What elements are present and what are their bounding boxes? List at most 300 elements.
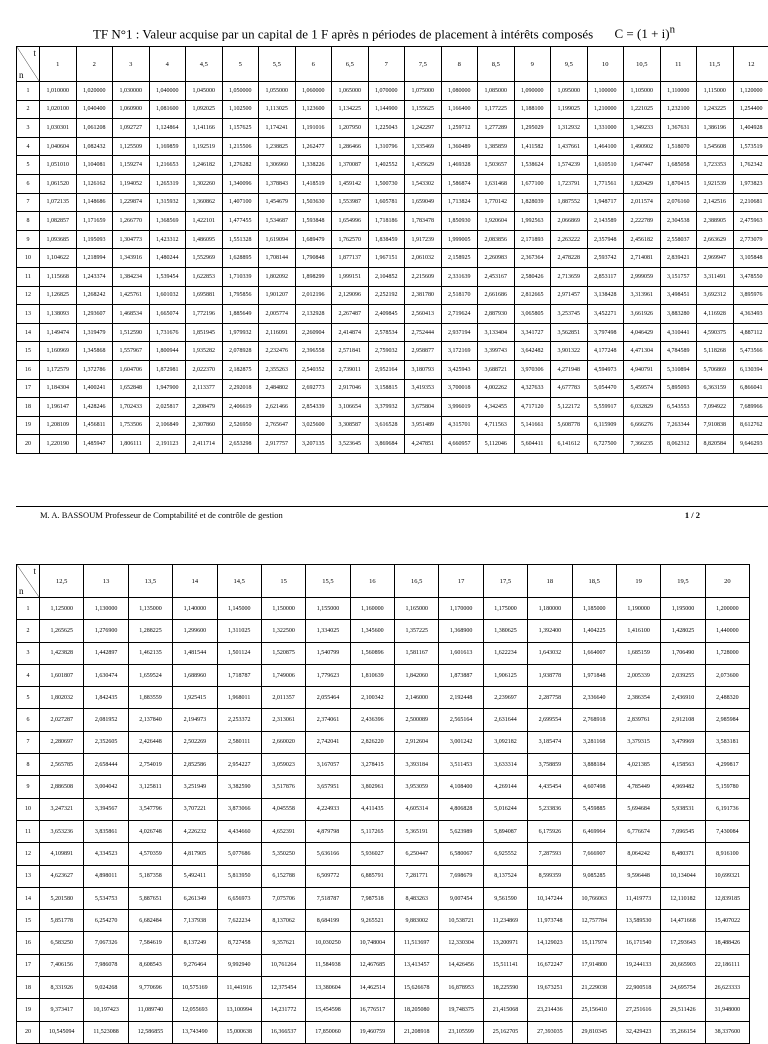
value-cell: 18,225590	[483, 977, 527, 999]
value-cell: 2,773079	[733, 230, 768, 249]
value-cell: 5,112046	[478, 435, 515, 454]
value-cell: 1,771561	[587, 174, 624, 193]
value-cell: 1,306960	[259, 156, 296, 175]
value-cell: 1,643032	[528, 642, 572, 664]
value-cell: 1,486095	[186, 230, 223, 249]
title-text: TF N°1 : Valeur acquise par un capital de 1 F après n périodes de placement à intérêts composés	[93, 26, 593, 41]
value-cell: 1,343916	[113, 249, 150, 268]
rate-header-cell: 9,5	[551, 47, 588, 82]
value-cell: 3,835861	[84, 820, 128, 842]
value-cell: 1,338226	[295, 156, 332, 175]
period-cell: 4	[17, 664, 40, 686]
rate-header-cell: 19,5	[661, 565, 705, 598]
value-cell: 2,653298	[222, 435, 259, 454]
value-cell: 1,481544	[173, 642, 217, 664]
value-cell: 2,500089	[395, 709, 439, 731]
value-cell: 2,661686	[478, 286, 515, 305]
value-cell: 5,534753	[84, 887, 128, 909]
value-cell: 1,345868	[76, 342, 113, 361]
value-cell: 1,100000	[587, 82, 624, 101]
value-cell: 1,851945	[186, 323, 223, 342]
period-cell: 15	[17, 910, 40, 932]
value-cell: 1,885649	[222, 305, 259, 324]
value-cell: 2,484802	[259, 379, 296, 398]
rate-header-cell: 18	[528, 565, 572, 598]
value-cell: 1,380625	[483, 620, 527, 642]
value-cell: 14,129023	[528, 932, 572, 954]
value-cell: 1,654996	[332, 212, 369, 231]
value-cell: 3,895976	[733, 286, 768, 305]
value-cell: 11,441916	[217, 977, 261, 999]
value-cell: 12,110182	[661, 887, 705, 909]
value-cell: 1,872981	[149, 360, 186, 379]
value-cell: 1,586874	[441, 174, 478, 193]
value-cell: 1,368900	[439, 620, 483, 642]
value-cell: 1,702433	[113, 398, 150, 417]
value-cell: 5,201580	[40, 887, 84, 909]
value-cell: 1,185000	[572, 598, 616, 620]
value-cell: 1,551328	[222, 230, 259, 249]
value-cell: 1,665074	[149, 305, 186, 324]
value-cell: 1,115668	[40, 267, 77, 286]
value-cell: 12,330304	[439, 932, 483, 954]
value-cell: 1,622234	[483, 642, 527, 664]
period-cell: 14	[17, 323, 40, 342]
value-cell: 2,192448	[439, 687, 483, 709]
value-cell: 2,239697	[483, 687, 527, 709]
value-cell: 3,253745	[551, 305, 588, 324]
value-cell: 11,513697	[395, 932, 439, 954]
value-cell: 3,425943	[441, 360, 478, 379]
rate-header-cell: 16,5	[395, 565, 439, 598]
value-cell: 1,134225	[332, 100, 369, 119]
period-cell: 10	[17, 249, 40, 268]
value-cell: 4,116928	[697, 305, 734, 324]
value-cell: 5,706869	[697, 360, 734, 379]
period-cell: 14	[17, 887, 40, 909]
formula-text: C = (1 + i)	[614, 26, 669, 41]
value-cell: 3,313961	[624, 286, 661, 305]
value-cell: 1,947900	[149, 379, 186, 398]
period-cell: 5	[17, 687, 40, 709]
value-cell: 2,396558	[295, 342, 332, 361]
rate-header-cell: 1	[40, 47, 77, 82]
value-cell: 3,478550	[733, 267, 768, 286]
rate-header-cell: 10	[587, 47, 624, 82]
value-cell: 2,478228	[551, 249, 588, 268]
rate-header-cell: 12	[733, 47, 768, 82]
value-cell: 4,334523	[84, 843, 128, 865]
value-cell: 2,917046	[332, 379, 369, 398]
value-cell: 3,180793	[405, 360, 442, 379]
value-cell: 1,225043	[368, 119, 405, 138]
page-title	[0, 24, 768, 42]
value-cell: 1,539454	[149, 267, 186, 286]
rate-header-cell: 14,5	[217, 565, 261, 598]
value-cell: 2,456182	[624, 230, 661, 249]
value-cell: 1,500730	[368, 174, 405, 193]
table-row	[17, 887, 750, 909]
value-cell: 1,838459	[368, 230, 405, 249]
value-cell: 1,938778	[528, 664, 572, 686]
value-cell: 1,075000	[405, 82, 442, 101]
value-cell: 6,885791	[350, 865, 394, 887]
value-cell: 8,483263	[395, 887, 439, 909]
period-cell: 16	[17, 932, 40, 954]
value-cell: 2,999059	[624, 267, 661, 286]
value-cell: 5,054470	[587, 379, 624, 398]
value-cell: 21,208918	[395, 1021, 439, 1043]
value-cell: 2,765647	[259, 416, 296, 435]
value-cell: 1,194052	[113, 174, 150, 193]
value-cell: 2,742041	[306, 731, 350, 753]
value-cell: 4,605314	[395, 798, 439, 820]
value-cell: 11,973748	[528, 910, 572, 932]
value-cell: 1,254400	[733, 100, 768, 119]
value-cell: 1,160000	[350, 598, 394, 620]
value-cell: 14,426456	[439, 954, 483, 976]
value-cell: 1,040400	[76, 100, 113, 119]
value-cell: 2,887930	[478, 305, 515, 324]
value-cell: 2,853117	[587, 267, 624, 286]
corner-cell	[17, 565, 40, 598]
value-cell: 1,437661	[551, 137, 588, 156]
value-cell: 1,360489	[441, 137, 478, 156]
rate-header-cell: 8,5	[478, 47, 515, 82]
value-cell: 1,999151	[332, 267, 369, 286]
value-cell: 8,137524	[483, 865, 527, 887]
value-cell: 18,205080	[395, 999, 439, 1021]
value-cell: 2,631644	[483, 709, 527, 731]
value-cell: 3,092182	[483, 731, 527, 753]
value-cell: 12,757784	[572, 910, 616, 932]
table-row	[17, 977, 750, 999]
value-cell: 5,365191	[395, 820, 439, 842]
value-cell: 1,659524	[128, 664, 172, 686]
value-cell: 2,937194	[441, 323, 478, 342]
value-cell: 4,711563	[478, 416, 515, 435]
rate-header-cell: 17,5	[483, 565, 527, 598]
value-cell: 2,005774	[259, 305, 296, 324]
value-cell: 7,622234	[217, 910, 261, 932]
value-cell: 2,280697	[40, 731, 84, 753]
value-cell: 6,682484	[128, 910, 172, 932]
value-cell: 1,828039	[514, 193, 551, 212]
value-cell: 10,748004	[350, 932, 394, 954]
table-row	[17, 664, 750, 686]
value-cell: 12,375454	[261, 977, 305, 999]
value-cell: 1,195093	[76, 230, 113, 249]
value-cell: 1,967151	[368, 249, 405, 268]
value-cell: 4,315701	[441, 416, 478, 435]
value-cell: 1,647447	[624, 156, 661, 175]
rate-table-2	[16, 564, 750, 1044]
value-cell: 1,125000	[40, 598, 84, 620]
value-cell: 5,636166	[306, 843, 350, 865]
value-cell: 1,631468	[478, 174, 515, 193]
value-cell: 2,488320	[705, 687, 749, 709]
value-cell: 1,378843	[259, 174, 296, 193]
value-cell: 3,797498	[587, 323, 624, 342]
value-cell: 1,477455	[222, 212, 259, 231]
value-cell: 7,584619	[128, 932, 172, 954]
value-cell: 1,935282	[186, 342, 223, 361]
value-cell: 1,883559	[128, 687, 172, 709]
value-cell: 1,921539	[697, 174, 734, 193]
value-cell: 8,612762	[733, 416, 768, 435]
value-cell: 2,518170	[441, 286, 478, 305]
corner-rate-label: t	[33, 566, 36, 576]
table-row	[17, 754, 750, 776]
value-cell: 2,381780	[405, 286, 442, 305]
value-cell: 1,790848	[295, 249, 332, 268]
value-cell: 3,642482	[514, 342, 551, 361]
value-cell: 1,423312	[149, 230, 186, 249]
value-cell: 25,156410	[572, 999, 616, 1021]
value-cell: 3,001242	[439, 731, 483, 753]
value-cell: 2,083856	[478, 230, 515, 249]
table-row	[17, 137, 768, 156]
corner-period-label: n	[19, 70, 24, 80]
table-row	[17, 416, 768, 435]
value-cell: 1,619094	[259, 230, 296, 249]
value-cell: 32,429423	[616, 1021, 660, 1043]
value-cell: 7,366235	[624, 435, 661, 454]
value-cell: 4,785449	[616, 776, 660, 798]
value-cell: 2,436910	[661, 687, 705, 709]
value-cell: 1,779623	[306, 664, 350, 686]
value-cell: 2,076160	[660, 193, 697, 212]
value-cell: 1,468534	[113, 305, 150, 324]
value-cell: 5,938531	[661, 798, 705, 820]
value-cell: 2,191123	[149, 435, 186, 454]
value-cell: 1,440000	[705, 620, 749, 642]
value-cell: 6,776674	[616, 820, 660, 842]
value-cell: 1,148686	[76, 193, 113, 212]
value-cell: 4,607498	[572, 776, 616, 798]
value-cell: 11,419773	[616, 887, 660, 909]
value-cell: 2,116091	[259, 323, 296, 342]
value-cell: 2,580111	[217, 731, 261, 753]
value-cell: 3,511453	[439, 754, 483, 776]
value-cell: 3,207135	[295, 435, 332, 454]
value-cell: 2,386354	[616, 687, 660, 709]
page-footer	[40, 510, 748, 520]
value-cell: 1,335469	[405, 137, 442, 156]
value-cell: 8,137062	[261, 910, 305, 932]
value-cell: 9,265521	[350, 910, 394, 932]
value-cell: 3,341727	[514, 323, 551, 342]
value-cell: 1,723353	[697, 156, 734, 175]
value-cell: 5,459574	[624, 379, 661, 398]
value-cell: 1,543302	[405, 174, 442, 193]
value-cell: 7,430084	[705, 820, 749, 842]
period-cell: 18	[17, 398, 40, 417]
value-cell: 1,311025	[217, 620, 261, 642]
value-cell: 5,887651	[128, 887, 172, 909]
value-cell: 7,263344	[660, 416, 697, 435]
rate-header-cell: 2	[76, 47, 113, 82]
value-cell: 2,593742	[587, 249, 624, 268]
value-cell: 2,406619	[222, 398, 259, 417]
value-cell: 6,727500	[587, 435, 624, 454]
value-cell: 18,488426	[705, 932, 749, 954]
value-cell: 2,331639	[441, 267, 478, 286]
value-cell: 1,968011	[217, 687, 261, 709]
value-cell: 1,553987	[332, 193, 369, 212]
value-cell: 1,123600	[295, 100, 332, 119]
value-cell: 1,242297	[405, 119, 442, 138]
table-row	[17, 910, 750, 932]
value-cell: 12,467685	[350, 954, 394, 976]
value-cell: 1,873887	[439, 664, 483, 686]
rate-header-cell: 15	[261, 565, 305, 598]
value-cell: 6,254270	[84, 910, 128, 932]
value-cell: 1,753506	[113, 416, 150, 435]
value-cell: 1,310796	[368, 137, 405, 156]
table-row	[17, 212, 768, 231]
value-cell: 1,140000	[173, 598, 217, 620]
value-cell: 3,661926	[624, 305, 661, 324]
value-cell: 11,584938	[306, 954, 350, 976]
value-cell: 3,758859	[528, 754, 572, 776]
value-cell: 19,244133	[616, 954, 660, 976]
period-cell: 7	[17, 193, 40, 212]
value-cell: 4,898011	[84, 865, 128, 887]
value-cell: 1,191016	[295, 119, 332, 138]
value-cell: 1,232100	[660, 100, 697, 119]
value-cell: 13,413457	[395, 954, 439, 976]
value-cell: 3,379315	[616, 731, 660, 753]
value-cell: 3,125811	[128, 776, 172, 798]
value-cell: 3,883280	[660, 305, 697, 324]
value-cell: 1,605781	[368, 193, 405, 212]
rate-header-cell: 16	[350, 565, 394, 598]
value-cell: 2,253372	[217, 709, 261, 731]
value-cell: 1,706490	[661, 642, 705, 664]
value-cell: 9,085285	[572, 865, 616, 887]
value-cell: 1,171659	[76, 212, 113, 231]
value-cell: 6,509772	[306, 865, 350, 887]
value-cell: 1,170000	[439, 598, 483, 620]
rate-header-cell: 11	[660, 47, 697, 82]
period-cell: 6	[17, 709, 40, 731]
value-cell: 1,130000	[84, 598, 128, 620]
value-cell: 5,187358	[128, 865, 172, 887]
value-cell: 4,108400	[439, 776, 483, 798]
value-cell: 3,399743	[478, 342, 515, 361]
page-number: 1 / 2	[685, 510, 700, 520]
value-cell: 13,743490	[173, 1021, 217, 1043]
value-cell: 2,304538	[660, 212, 697, 231]
value-cell: 2,719624	[441, 305, 478, 324]
period-cell: 11	[17, 267, 40, 286]
value-cell: 6,032829	[624, 398, 661, 417]
value-cell: 1,061520	[40, 174, 77, 193]
table-row	[17, 820, 750, 842]
value-cell: 2,011357	[261, 687, 305, 709]
footer-author: M. A. BASSOUM Professeur de Comptabilité et de contrôle de gestion	[40, 510, 283, 520]
value-cell: 6,925552	[483, 843, 527, 865]
table-row	[17, 305, 768, 324]
value-cell: 1,050000	[222, 82, 259, 101]
value-cell: 1,196147	[40, 398, 77, 417]
period-cell: 2	[17, 100, 40, 119]
value-cell: 2,210681	[733, 193, 768, 212]
period-cell: 6	[17, 174, 40, 193]
value-cell: 2,073600	[705, 664, 749, 686]
value-cell: 1,659049	[405, 193, 442, 212]
value-cell: 4,969482	[661, 776, 705, 798]
rate-header-cell: 13,5	[128, 565, 172, 598]
value-cell: 6,130394	[733, 360, 768, 379]
value-cell: 2,267487	[332, 305, 369, 324]
value-cell: 17,850060	[306, 1021, 350, 1043]
value-cell: 1,772196	[186, 305, 223, 324]
value-cell: 1,010000	[40, 82, 77, 101]
table-row	[17, 100, 768, 119]
value-cell: 1,210000	[587, 100, 624, 119]
value-cell: 4,224933	[306, 798, 350, 820]
value-cell: 2,142516	[697, 193, 734, 212]
value-cell: 3,479969	[661, 731, 705, 753]
value-cell: 15,511141	[483, 954, 527, 976]
value-cell: 1,689479	[295, 230, 332, 249]
value-cell: 1,040000	[149, 82, 186, 101]
value-cell: 1,340096	[222, 174, 259, 193]
value-cell: 1,082857	[40, 212, 77, 231]
value-cell: 8,599359	[528, 865, 572, 887]
value-cell: 4,299817	[705, 754, 749, 776]
value-cell: 4,677783	[551, 379, 588, 398]
value-cell: 1,055000	[259, 82, 296, 101]
value-cell: 4,435454	[528, 776, 572, 798]
value-cell: 3,025600	[295, 416, 332, 435]
value-cell: 4,271948	[551, 360, 588, 379]
value-cell: 1,207950	[332, 119, 369, 138]
value-cell: 1,060900	[113, 100, 150, 119]
value-cell: 1,464100	[587, 137, 624, 156]
value-cell: 2,663629	[697, 230, 734, 249]
table-row	[17, 174, 768, 193]
value-cell: 1,404928	[733, 119, 768, 138]
value-cell: 4,109891	[40, 843, 84, 865]
value-cell: 1,104622	[40, 249, 77, 268]
value-cell: 1,925415	[173, 687, 217, 709]
rate-header-cell: 11,5	[697, 47, 734, 82]
value-cell: 1,462135	[128, 642, 172, 664]
value-cell: 1,469328	[441, 156, 478, 175]
table-row	[17, 435, 768, 454]
value-cell: 1,723791	[551, 174, 588, 193]
value-cell: 1,315932	[149, 193, 186, 212]
value-cell: 1,124864	[149, 119, 186, 138]
value-cell: 2,113377	[186, 379, 223, 398]
value-cell: 5,118268	[697, 342, 734, 361]
table-row	[17, 82, 768, 101]
value-cell: 1,728000	[705, 642, 749, 664]
value-cell: 9,646293	[733, 435, 768, 454]
value-cell: 5,851778	[40, 910, 84, 932]
value-cell: 1,948717	[587, 193, 624, 212]
period-cell: 19	[17, 999, 40, 1021]
value-cell: 1,144900	[368, 100, 405, 119]
value-cell: 1,545608	[697, 137, 734, 156]
period-cell: 13	[17, 865, 40, 887]
value-cell: 1,188100	[514, 100, 551, 119]
value-cell: 1,501124	[217, 642, 261, 664]
value-cell: 1,762570	[332, 230, 369, 249]
